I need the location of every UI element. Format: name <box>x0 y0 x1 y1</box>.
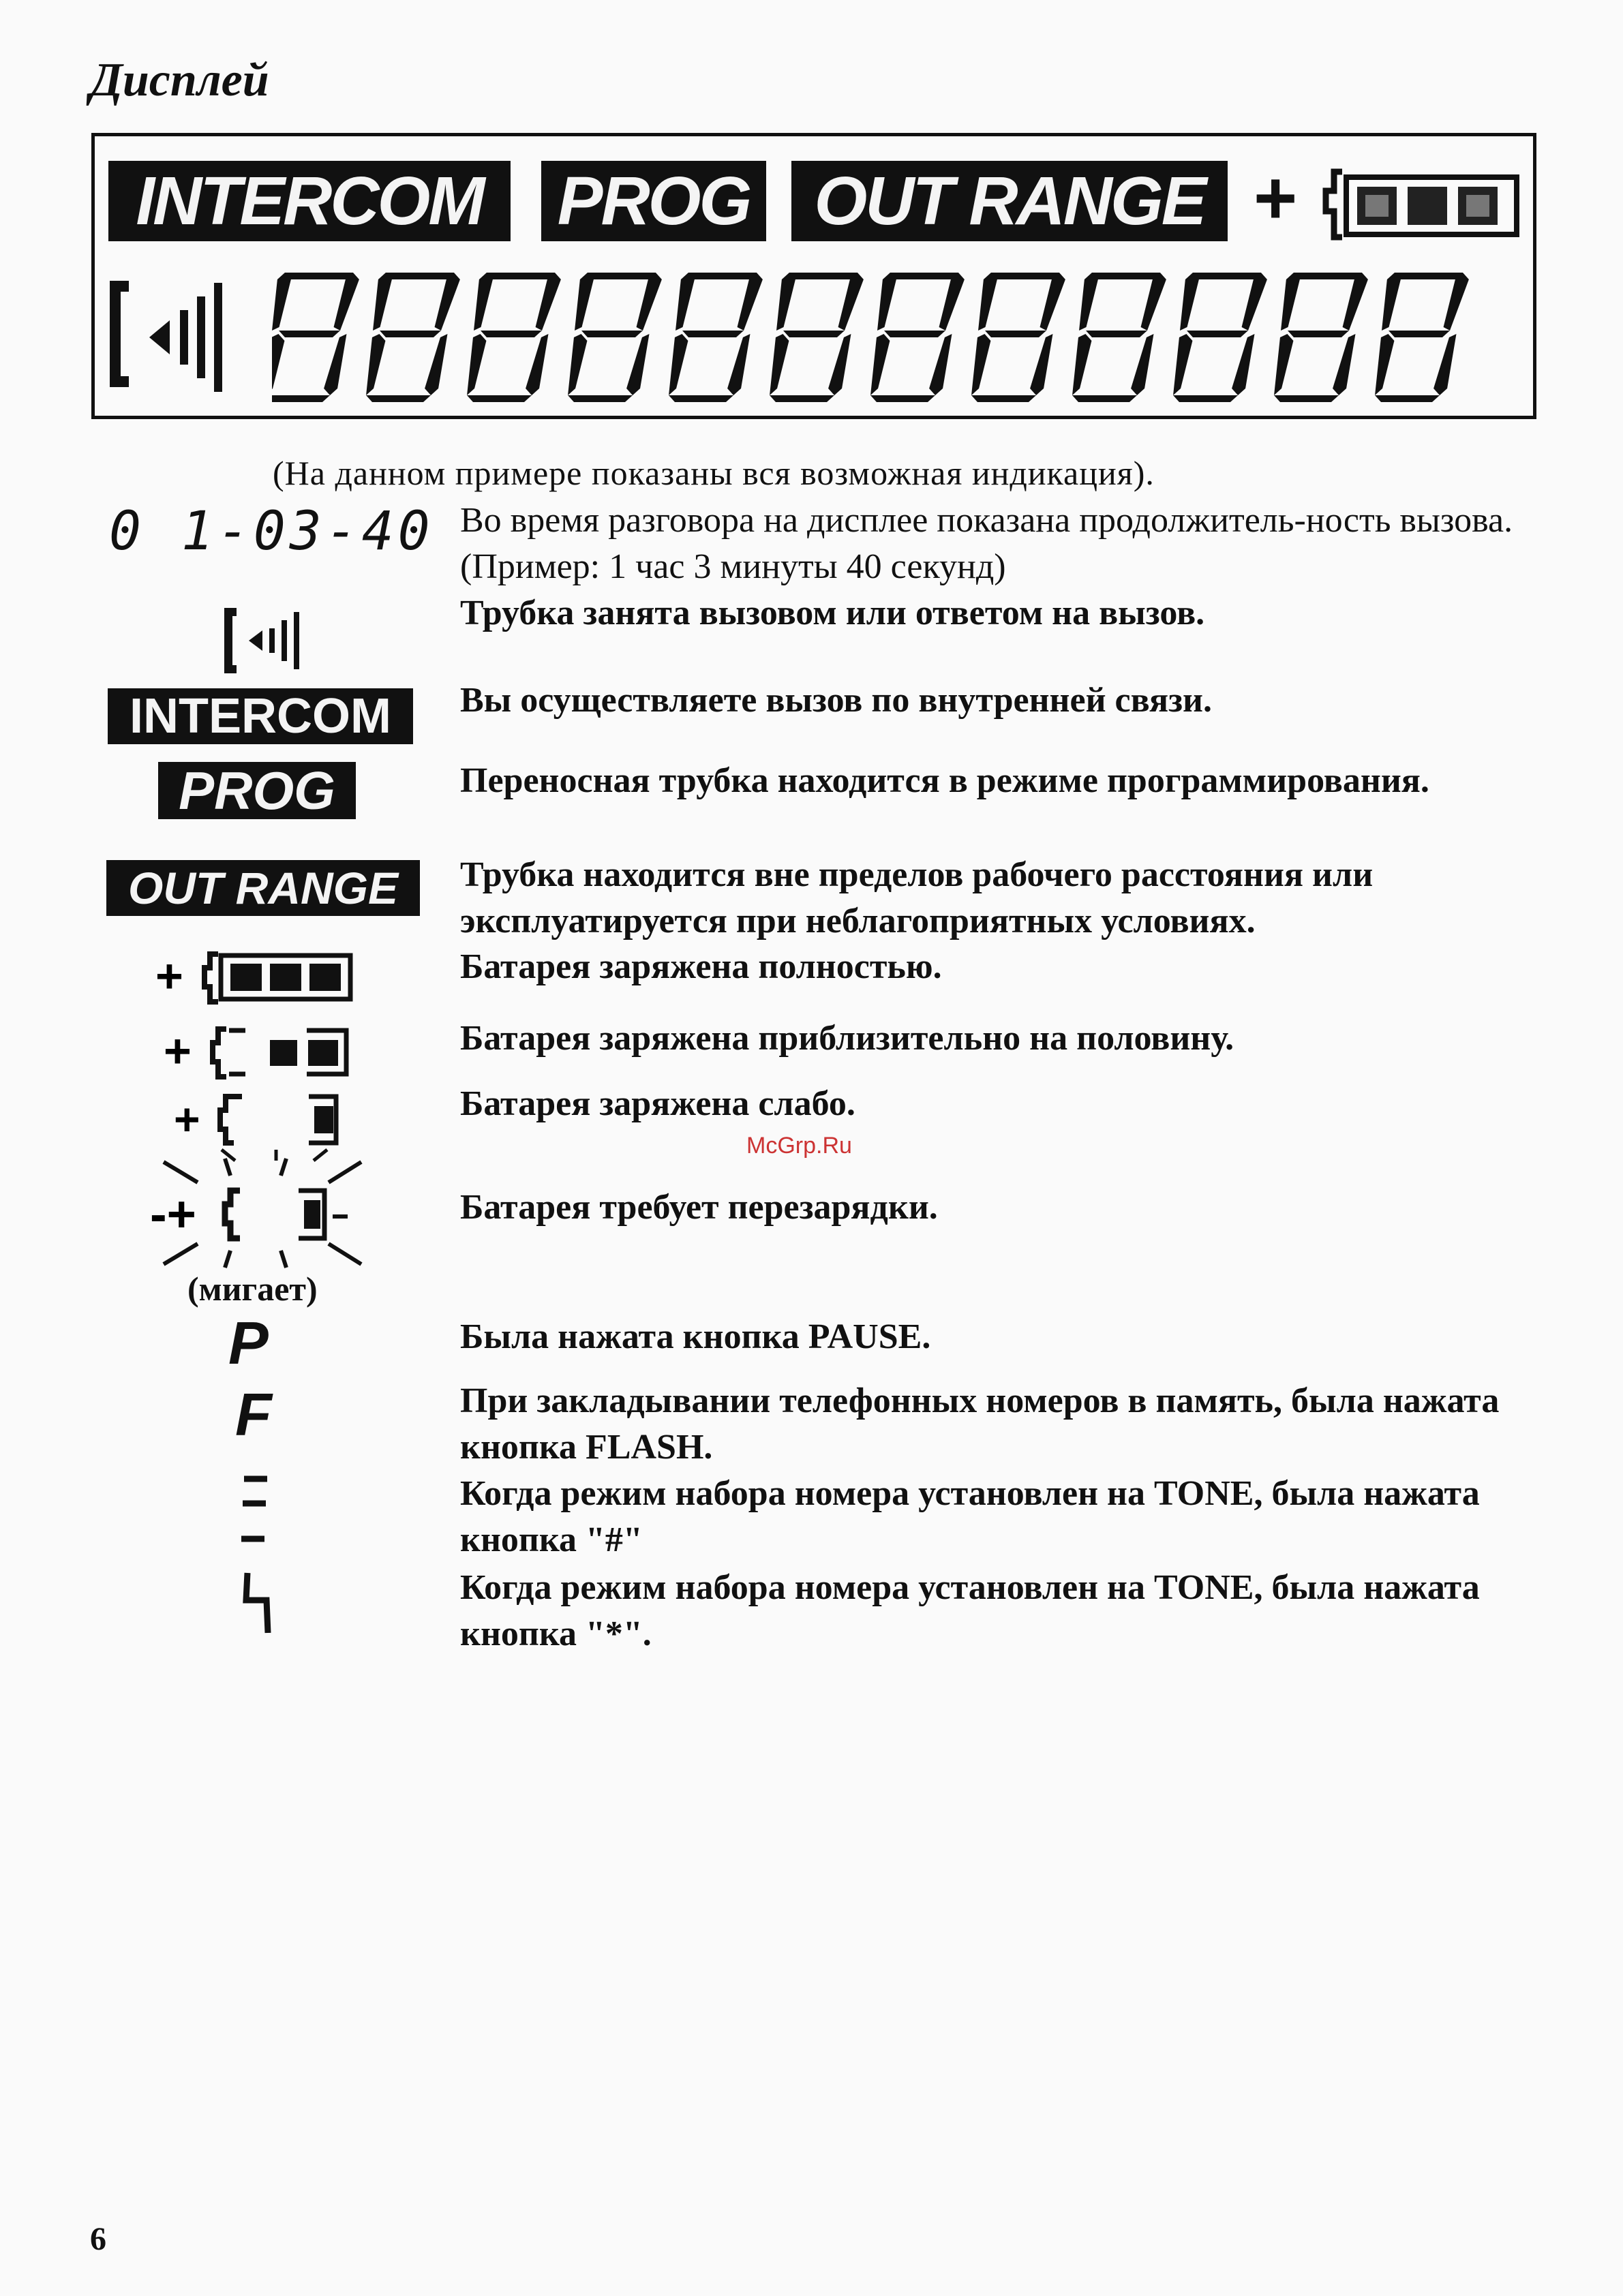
lcd-handset-icon <box>102 273 238 395</box>
intercom-symbol: INTERCOM <box>108 688 413 744</box>
legend-text-battery-half: Батарея заряжена приблизительно на половину. <box>460 1019 1234 1058</box>
lcd-plus-sign: + <box>1254 156 1298 240</box>
blinking-note: (мигает) <box>187 1270 318 1308</box>
battery-low-icon <box>174 1087 358 1162</box>
display-caption: (На данном примере показаны вся возможная индикация). <box>273 454 1155 492</box>
legend-text-intercom: Вы осуществляете вызов по внутренней связи. <box>460 681 1212 720</box>
call-duration-example: 0 1-03-40 <box>109 501 434 562</box>
legend-text-battery-low: Батарея заряжена слабо. <box>460 1084 855 1123</box>
lcd-display-overview <box>91 133 1536 419</box>
flash-symbol: F <box>235 1381 272 1448</box>
pause-symbol: P <box>228 1309 269 1377</box>
legend-text-hash: Когда режим набора номера установлен на TONE, была нажата кнопка "#" <box>460 1474 1480 1559</box>
battery-full-icon <box>155 947 360 1009</box>
battery-half-icon <box>164 1022 361 1084</box>
legend-text-battery-full: Батарея заряжена полностью. <box>460 947 942 986</box>
out-range-symbol: OUT RANGE <box>106 860 420 916</box>
battery-empty-icon <box>150 1155 375 1271</box>
lcd-battery-icon <box>1322 164 1519 245</box>
lcd-intercom-label: INTERCOM <box>108 161 511 241</box>
legend-text-star: Когда режим набора номера установлен на TONE, была нажата кнопка "*". <box>460 1568 1480 1653</box>
legend-text-pause: Была нажата кнопка PAUSE. <box>460 1317 931 1356</box>
legend-text-busy: Трубка занята вызовом или ответом на вызов. <box>460 594 1205 632</box>
lcd-digit-segments <box>272 266 1526 402</box>
legend-text-prog: Переносная трубка находится в режиме программирования. <box>460 761 1429 800</box>
legend-text-battery-empty: Батарея требует перезарядки. <box>460 1188 938 1227</box>
page-number: 6 <box>90 2221 106 2257</box>
svg-text:+: + <box>164 1024 192 1077</box>
svg-text:-+: -+ <box>150 1186 196 1242</box>
svg-text:+: + <box>174 1094 200 1144</box>
page-heading: Дисплей <box>90 54 269 106</box>
legend-text-out-range: Трубка находится вне пределов рабочего расстояния или эксплуатируется при неблагоприятных условиях. <box>460 855 1374 940</box>
prog-symbol: PROG <box>158 762 356 819</box>
lcd-prog-label: PROG <box>541 161 766 241</box>
lcd-out-range-label: OUT RANGE <box>791 161 1228 241</box>
svg-text:+: + <box>155 949 183 1002</box>
legend-text-flash: При закладывании телефонных номеров в память, была нажата кнопка FLASH. <box>460 1381 1500 1467</box>
star-segment-icon <box>242 1567 276 1636</box>
legend-text-duration: Во время разговора на дисплее показана продолжитель-ность вызова. (Пример: 1 час 3 минуты 40 секунд) <box>460 501 1513 586</box>
handset-icon <box>222 607 310 675</box>
watermark: McGrp.Ru <box>746 1133 852 1159</box>
hash-segment-icon <box>239 1471 273 1546</box>
